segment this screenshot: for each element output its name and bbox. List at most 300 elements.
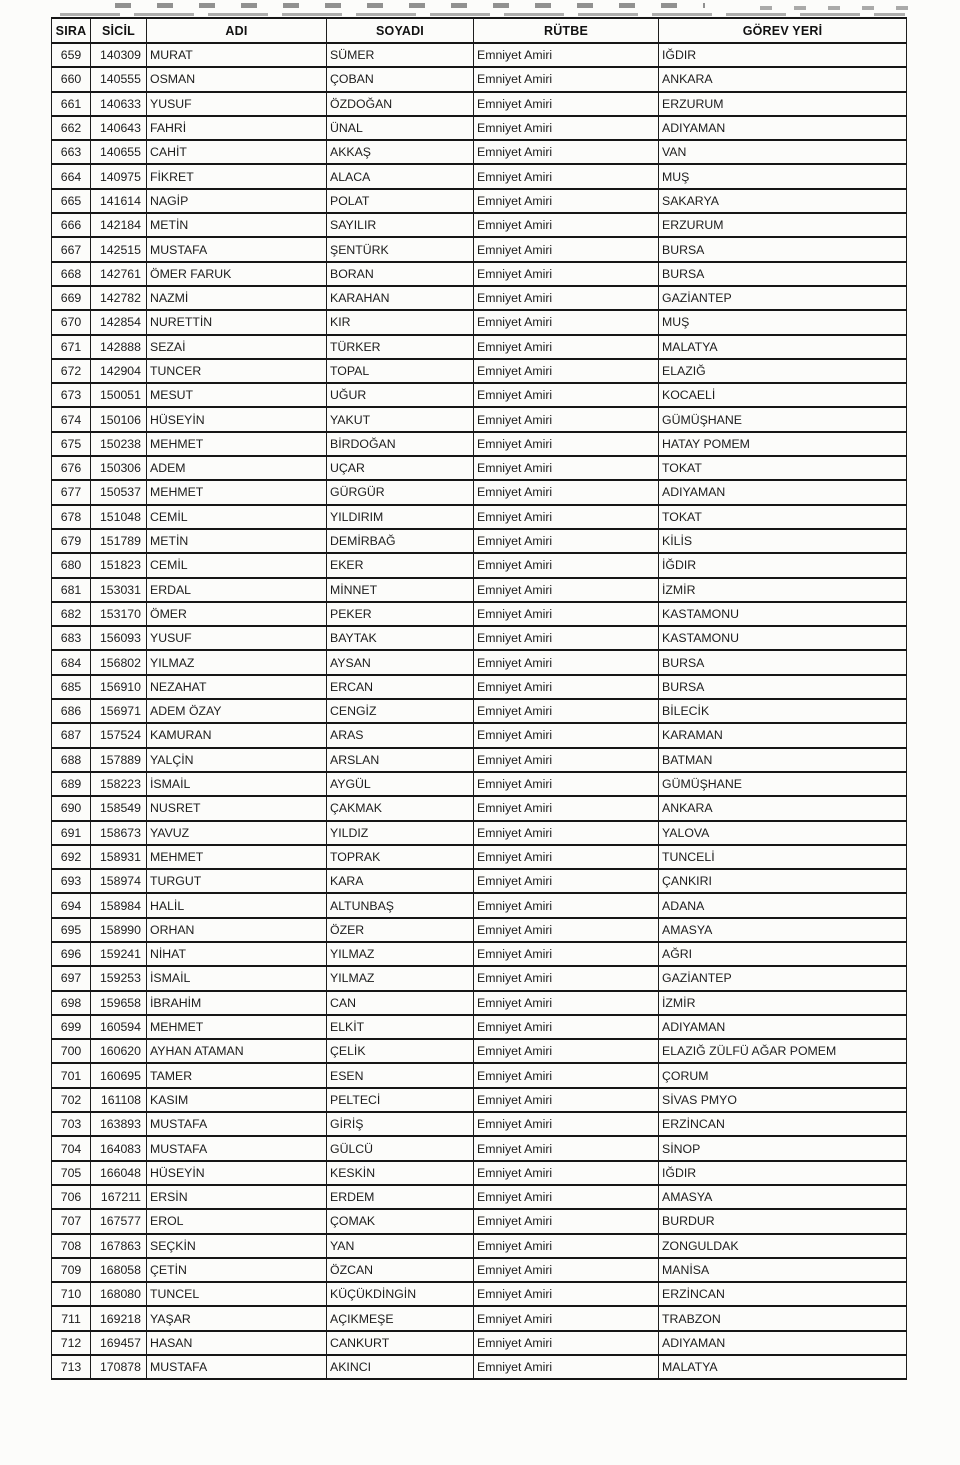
- gorev-yeri-cell: BURSA: [659, 675, 907, 699]
- sira-cell: 682: [52, 602, 91, 626]
- rutbe-cell: Emniyet Amiri: [474, 893, 659, 917]
- table-row: [52, 480, 907, 504]
- sira-cell: 700: [52, 1039, 91, 1063]
- adi-cell: TAMER: [147, 1063, 327, 1087]
- soyadi-cell: KESKİN: [327, 1161, 474, 1185]
- rutbe-cell: Emniyet Amiri: [474, 723, 659, 747]
- sicil-cell: 159241: [91, 942, 147, 966]
- sira-cell: 686: [52, 699, 91, 723]
- table-row: [52, 966, 907, 990]
- gorev-yeri-cell: ÇORUM: [659, 1063, 907, 1087]
- gorev-yeri-cell: KARAMAN: [659, 723, 907, 747]
- gorev-yeri-cell: KOCAELİ: [659, 383, 907, 407]
- gorev-yeri-cell: AĞRI: [659, 942, 907, 966]
- table-row: [52, 893, 907, 917]
- adi-cell: YUSUF: [147, 92, 327, 116]
- sira-cell: 692: [52, 845, 91, 869]
- gorev-yeri-cell: İZMİR: [659, 991, 907, 1015]
- rutbe-cell: Emniyet Amiri: [474, 869, 659, 893]
- adi-cell: ÖMER FARUK: [147, 262, 327, 286]
- adi-cell: FİKRET: [147, 164, 327, 188]
- rutbe-cell: Emniyet Amiri: [474, 553, 659, 577]
- adi-cell: NAGİP: [147, 189, 327, 213]
- sira-cell: 712: [52, 1331, 91, 1355]
- header-sicil: SİCİL: [91, 18, 147, 43]
- adi-cell: MEHMET: [147, 480, 327, 504]
- gorev-yeri-cell: TRABZON: [659, 1306, 907, 1330]
- sicil-cell: 156971: [91, 699, 147, 723]
- sicil-cell: 151789: [91, 529, 147, 553]
- soyadi-cell: ÖZER: [327, 918, 474, 942]
- table-row: [52, 699, 907, 723]
- rutbe-cell: Emniyet Amiri: [474, 213, 659, 237]
- adi-cell: HÜSEYİN: [147, 407, 327, 431]
- adi-cell: CEMİL: [147, 553, 327, 577]
- sira-cell: 694: [52, 893, 91, 917]
- gorev-yeri-cell: İĞDIR: [659, 553, 907, 577]
- table-row: [52, 602, 907, 626]
- adi-cell: METİN: [147, 213, 327, 237]
- sicil-cell: 157524: [91, 723, 147, 747]
- sicil-cell: 158990: [91, 918, 147, 942]
- adi-cell: TUNCER: [147, 359, 327, 383]
- header-rutbe: RÜTBE: [474, 18, 659, 43]
- adi-cell: ÖMER: [147, 602, 327, 626]
- rutbe-cell: Emniyet Amiri: [474, 456, 659, 480]
- sira-cell: 697: [52, 966, 91, 990]
- soyadi-cell: KIR: [327, 310, 474, 334]
- table-row: [52, 67, 907, 91]
- table-row: [52, 383, 907, 407]
- sicil-cell: 158549: [91, 796, 147, 820]
- adi-cell: İBRAHİM: [147, 991, 327, 1015]
- rutbe-cell: Emniyet Amiri: [474, 92, 659, 116]
- sira-cell: 683: [52, 626, 91, 650]
- gorev-yeri-cell: KİLİS: [659, 529, 907, 553]
- rutbe-cell: Emniyet Amiri: [474, 1234, 659, 1258]
- adi-cell: NEZAHAT: [147, 675, 327, 699]
- sicil-cell: 167211: [91, 1185, 147, 1209]
- sicil-cell: 158931: [91, 845, 147, 869]
- sicil-cell: 142184: [91, 213, 147, 237]
- sicil-cell: 164083: [91, 1136, 147, 1160]
- table-row: [52, 237, 907, 261]
- sicil-cell: 153031: [91, 578, 147, 602]
- sira-cell: 663: [52, 140, 91, 164]
- adi-cell: İSMAİL: [147, 966, 327, 990]
- sicil-cell: 140655: [91, 140, 147, 164]
- sira-cell: 696: [52, 942, 91, 966]
- rutbe-cell: Emniyet Amiri: [474, 748, 659, 772]
- table-row: [52, 991, 907, 1015]
- table-body: [52, 43, 907, 1379]
- adi-cell: KAMURAN: [147, 723, 327, 747]
- soyadi-cell: ÖZCAN: [327, 1258, 474, 1282]
- sira-cell: 662: [52, 116, 91, 140]
- sicil-cell: 142515: [91, 237, 147, 261]
- sicil-cell: 150306: [91, 456, 147, 480]
- soyadi-cell: TÜRKER: [327, 335, 474, 359]
- gorev-yeri-cell: BURDUR: [659, 1209, 907, 1233]
- rutbe-cell: Emniyet Amiri: [474, 1063, 659, 1087]
- table-row: [52, 140, 907, 164]
- sicil-cell: 158223: [91, 772, 147, 796]
- gorev-yeri-cell: YALOVA: [659, 821, 907, 845]
- gorev-yeri-cell: ADIYAMAN: [659, 480, 907, 504]
- table-row: [52, 821, 907, 845]
- soyadi-cell: ARAS: [327, 723, 474, 747]
- soyadi-cell: BORAN: [327, 262, 474, 286]
- adi-cell: ORHAN: [147, 918, 327, 942]
- rutbe-cell: Emniyet Amiri: [474, 189, 659, 213]
- table-row: [52, 675, 907, 699]
- table-row: [52, 335, 907, 359]
- sira-cell: 698: [52, 991, 91, 1015]
- table-row: [52, 286, 907, 310]
- rutbe-cell: Emniyet Amiri: [474, 43, 659, 67]
- header-soyadi: SOYADI: [327, 18, 474, 43]
- soyadi-cell: CANKURT: [327, 1331, 474, 1355]
- soyadi-cell: TOPRAK: [327, 845, 474, 869]
- gorev-yeri-cell: ERZURUM: [659, 92, 907, 116]
- sira-cell: 674: [52, 407, 91, 431]
- soyadi-cell: ÇELİK: [327, 1039, 474, 1063]
- gorev-yeri-cell: ADIYAMAN: [659, 116, 907, 140]
- sira-cell: 667: [52, 237, 91, 261]
- table-row: [52, 626, 907, 650]
- sira-cell: 671: [52, 335, 91, 359]
- sira-cell: 678: [52, 505, 91, 529]
- table-row: [52, 553, 907, 577]
- sicil-cell: 142904: [91, 359, 147, 383]
- gorev-yeri-cell: MALATYA: [659, 1355, 907, 1379]
- gorev-yeri-cell: ERZİNCAN: [659, 1282, 907, 1306]
- adi-cell: ADEM ÖZAY: [147, 699, 327, 723]
- rutbe-cell: Emniyet Amiri: [474, 359, 659, 383]
- sira-cell: 685: [52, 675, 91, 699]
- rutbe-cell: Emniyet Amiri: [474, 1112, 659, 1136]
- soyadi-cell: UĞUR: [327, 383, 474, 407]
- gorev-yeri-cell: ADIYAMAN: [659, 1015, 907, 1039]
- gorev-yeri-cell: GÜMÜŞHANE: [659, 772, 907, 796]
- sicil-cell: 167863: [91, 1234, 147, 1258]
- sira-cell: 710: [52, 1282, 91, 1306]
- sicil-cell: 150537: [91, 480, 147, 504]
- gorev-yeri-cell: ELAZIĞ: [659, 359, 907, 383]
- sira-cell: 684: [52, 650, 91, 674]
- gorev-yeri-cell: IĞDIR: [659, 1161, 907, 1185]
- gorev-yeri-cell: SİVAS PMYO: [659, 1088, 907, 1112]
- soyadi-cell: KÜÇÜKDİNGİN: [327, 1282, 474, 1306]
- gorev-yeri-cell: ELAZIĞ ZÜLFÜ AĞAR POMEM: [659, 1039, 907, 1063]
- adi-cell: MUSTAFA: [147, 1355, 327, 1379]
- sira-cell: 691: [52, 821, 91, 845]
- soyadi-cell: KARAHAN: [327, 286, 474, 310]
- sira-cell: 661: [52, 92, 91, 116]
- sicil-cell: 168080: [91, 1282, 147, 1306]
- gorev-yeri-cell: BİLECİK: [659, 699, 907, 723]
- sicil-cell: 140309: [91, 43, 147, 67]
- soyadi-cell: SÜMER: [327, 43, 474, 67]
- soyadi-cell: KARA: [327, 869, 474, 893]
- gorev-yeri-cell: SAKARYA: [659, 189, 907, 213]
- soyadi-cell: YAN: [327, 1234, 474, 1258]
- adi-cell: HASAN: [147, 1331, 327, 1355]
- adi-cell: CEMİL: [147, 505, 327, 529]
- rutbe-cell: Emniyet Amiri: [474, 237, 659, 261]
- soyadi-cell: ERCAN: [327, 675, 474, 699]
- table-row: [52, 1331, 907, 1355]
- adi-cell: YUSUF: [147, 626, 327, 650]
- soyadi-cell: AYSAN: [327, 650, 474, 674]
- gorev-yeri-cell: ERZİNCAN: [659, 1112, 907, 1136]
- sira-cell: 659: [52, 43, 91, 67]
- gorev-yeri-cell: BATMAN: [659, 748, 907, 772]
- adi-cell: HÜSEYİN: [147, 1161, 327, 1185]
- soyadi-cell: AÇIKMEŞE: [327, 1306, 474, 1330]
- rutbe-cell: Emniyet Amiri: [474, 1306, 659, 1330]
- sira-cell: 672: [52, 359, 91, 383]
- soyadi-cell: ÜNAL: [327, 116, 474, 140]
- soyadi-cell: ALACA: [327, 164, 474, 188]
- adi-cell: TUNCEL: [147, 1282, 327, 1306]
- sicil-cell: 153170: [91, 602, 147, 626]
- rutbe-cell: Emniyet Amiri: [474, 480, 659, 504]
- table-row: [52, 1161, 907, 1185]
- adi-cell: NAZMİ: [147, 286, 327, 310]
- gorev-yeri-cell: TOKAT: [659, 505, 907, 529]
- table-row: [52, 942, 907, 966]
- soyadi-cell: PEKER: [327, 602, 474, 626]
- sicil-cell: 160620: [91, 1039, 147, 1063]
- gorev-yeri-cell: HATAY POMEM: [659, 432, 907, 456]
- sicil-cell: 142782: [91, 286, 147, 310]
- gorev-yeri-cell: İZMİR: [659, 578, 907, 602]
- rutbe-cell: Emniyet Amiri: [474, 1209, 659, 1233]
- adi-cell: İSMAİL: [147, 772, 327, 796]
- sira-cell: 705: [52, 1161, 91, 1185]
- sicil-cell: 151048: [91, 505, 147, 529]
- adi-cell: ERDAL: [147, 578, 327, 602]
- rutbe-cell: Emniyet Amiri: [474, 918, 659, 942]
- soyadi-cell: GÜRGÜR: [327, 480, 474, 504]
- rutbe-cell: Emniyet Amiri: [474, 991, 659, 1015]
- soyadi-cell: UÇAR: [327, 456, 474, 480]
- sira-cell: 668: [52, 262, 91, 286]
- soyadi-cell: DEMİRBAĞ: [327, 529, 474, 553]
- adi-cell: HALİL: [147, 893, 327, 917]
- adi-cell: MEHMET: [147, 432, 327, 456]
- adi-cell: NUSRET: [147, 796, 327, 820]
- gorev-yeri-cell: KASTAMONU: [659, 626, 907, 650]
- table-row: [52, 189, 907, 213]
- rutbe-cell: Emniyet Amiri: [474, 335, 659, 359]
- rutbe-cell: Emniyet Amiri: [474, 1355, 659, 1379]
- rutbe-cell: Emniyet Amiri: [474, 286, 659, 310]
- adi-cell: NURETTİN: [147, 310, 327, 334]
- rutbe-cell: Emniyet Amiri: [474, 699, 659, 723]
- gorev-yeri-cell: ADIYAMAN: [659, 1331, 907, 1355]
- table-row: [52, 213, 907, 237]
- sicil-cell: 151823: [91, 553, 147, 577]
- soyadi-cell: CENGİZ: [327, 699, 474, 723]
- soyadi-cell: ÇOBAN: [327, 67, 474, 91]
- table-row: [52, 262, 907, 286]
- soyadi-cell: YILMAZ: [327, 942, 474, 966]
- sira-cell: 681: [52, 578, 91, 602]
- scan-artifact: [760, 6, 930, 10]
- adi-cell: AYHAN ATAMAN: [147, 1039, 327, 1063]
- sira-cell: 660: [52, 67, 91, 91]
- sicil-cell: 142888: [91, 335, 147, 359]
- table-row: [52, 1063, 907, 1087]
- adi-cell: MURAT: [147, 43, 327, 67]
- soyadi-cell: ŞENTÜRK: [327, 237, 474, 261]
- rutbe-cell: Emniyet Amiri: [474, 1039, 659, 1063]
- sicil-cell: 156802: [91, 650, 147, 674]
- adi-cell: ADEM: [147, 456, 327, 480]
- soyadi-cell: SAYILIR: [327, 213, 474, 237]
- soyadi-cell: PELTECİ: [327, 1088, 474, 1112]
- table-row: [52, 918, 907, 942]
- soyadi-cell: AKKAŞ: [327, 140, 474, 164]
- adi-cell: MESUT: [147, 383, 327, 407]
- adi-cell: MUSTAFA: [147, 1136, 327, 1160]
- table-row: [52, 1282, 907, 1306]
- gorev-yeri-cell: SİNOP: [659, 1136, 907, 1160]
- table-row: [52, 1209, 907, 1233]
- gorev-yeri-cell: AMASYA: [659, 918, 907, 942]
- soyadi-cell: BAYTAK: [327, 626, 474, 650]
- header-sira: SIRA: [52, 18, 91, 43]
- table-row: [52, 164, 907, 188]
- rutbe-cell: Emniyet Amiri: [474, 578, 659, 602]
- sicil-cell: 140633: [91, 92, 147, 116]
- gorev-yeri-cell: ERZURUM: [659, 213, 907, 237]
- soyadi-cell: BİRDOĞAN: [327, 432, 474, 456]
- rutbe-cell: Emniyet Amiri: [474, 602, 659, 626]
- rutbe-cell: Emniyet Amiri: [474, 772, 659, 796]
- adi-cell: YILMAZ: [147, 650, 327, 674]
- rutbe-cell: Emniyet Amiri: [474, 140, 659, 164]
- gorev-yeri-cell: IĞDIR: [659, 43, 907, 67]
- sira-cell: 699: [52, 1015, 91, 1039]
- rutbe-cell: Emniyet Amiri: [474, 407, 659, 431]
- sira-cell: 676: [52, 456, 91, 480]
- table-row: [52, 43, 907, 67]
- sicil-cell: 163893: [91, 1112, 147, 1136]
- rutbe-cell: Emniyet Amiri: [474, 845, 659, 869]
- adi-cell: SEZAİ: [147, 335, 327, 359]
- table-row: [52, 1185, 907, 1209]
- sira-cell: 707: [52, 1209, 91, 1233]
- adi-cell: FAHRİ: [147, 116, 327, 140]
- adi-cell: TURGUT: [147, 869, 327, 893]
- table-row: [52, 1355, 907, 1379]
- table-row: [52, 1258, 907, 1282]
- adi-cell: OSMAN: [147, 67, 327, 91]
- sira-cell: 704: [52, 1136, 91, 1160]
- gorev-yeri-cell: AMASYA: [659, 1185, 907, 1209]
- table-row: [52, 1136, 907, 1160]
- table-row: [52, 1088, 907, 1112]
- soyadi-cell: POLAT: [327, 189, 474, 213]
- rutbe-cell: Emniyet Amiri: [474, 650, 659, 674]
- gorev-yeri-cell: GÜMÜŞHANE: [659, 407, 907, 431]
- sicil-cell: 140975: [91, 164, 147, 188]
- adi-cell: MUSTAFA: [147, 1112, 327, 1136]
- gorev-yeri-cell: BURSA: [659, 262, 907, 286]
- sicil-cell: 159253: [91, 966, 147, 990]
- gorev-yeri-cell: ADANA: [659, 893, 907, 917]
- table-row: [52, 407, 907, 431]
- table-row: [52, 92, 907, 116]
- scan-artifact: [115, 3, 705, 8]
- personnel-table: [51, 17, 907, 1380]
- sicil-cell: 166048: [91, 1161, 147, 1185]
- scan-artifact: [60, 13, 905, 16]
- rutbe-cell: Emniyet Amiri: [474, 796, 659, 820]
- gorev-yeri-cell: GAZİANTEP: [659, 286, 907, 310]
- adi-cell: ÇETİN: [147, 1258, 327, 1282]
- table-row: [52, 748, 907, 772]
- gorev-yeri-cell: MALATYA: [659, 335, 907, 359]
- soyadi-cell: ÇAKMAK: [327, 796, 474, 820]
- sira-cell: 708: [52, 1234, 91, 1258]
- table-row: [52, 845, 907, 869]
- soyadi-cell: ÇOMAK: [327, 1209, 474, 1233]
- adi-cell: ERSİN: [147, 1185, 327, 1209]
- rutbe-cell: Emniyet Amiri: [474, 1282, 659, 1306]
- soyadi-cell: YILDIZ: [327, 821, 474, 845]
- soyadi-cell: EKER: [327, 553, 474, 577]
- sira-cell: 702: [52, 1088, 91, 1112]
- gorev-yeri-cell: TOKAT: [659, 456, 907, 480]
- sicil-cell: 168058: [91, 1258, 147, 1282]
- adi-cell: SEÇKİN: [147, 1234, 327, 1258]
- header-adi: ADI: [147, 18, 327, 43]
- sicil-cell: 140643: [91, 116, 147, 140]
- sira-cell: 679: [52, 529, 91, 553]
- rutbe-cell: Emniyet Amiri: [474, 1161, 659, 1185]
- adi-cell: KASIM: [147, 1088, 327, 1112]
- rutbe-cell: Emniyet Amiri: [474, 1185, 659, 1209]
- soyadi-cell: AYGÜL: [327, 772, 474, 796]
- sicil-cell: 159658: [91, 991, 147, 1015]
- gorev-yeri-cell: GAZİANTEP: [659, 966, 907, 990]
- soyadi-cell: YAKUT: [327, 407, 474, 431]
- rutbe-cell: Emniyet Amiri: [474, 529, 659, 553]
- table-row: [52, 796, 907, 820]
- table-row: [52, 529, 907, 553]
- gorev-yeri-cell: TUNCELİ: [659, 845, 907, 869]
- sira-cell: 675: [52, 432, 91, 456]
- soyadi-cell: GİRİŞ: [327, 1112, 474, 1136]
- table-row: [52, 650, 907, 674]
- sicil-cell: 142761: [91, 262, 147, 286]
- table-header: [52, 18, 907, 43]
- table-row: [52, 116, 907, 140]
- sicil-cell: 157889: [91, 748, 147, 772]
- table-row: [52, 1306, 907, 1330]
- gorev-yeri-cell: BURSA: [659, 237, 907, 261]
- adi-cell: YAVUZ: [147, 821, 327, 845]
- soyadi-cell: ESEN: [327, 1063, 474, 1087]
- rutbe-cell: Emniyet Amiri: [474, 675, 659, 699]
- gorev-yeri-cell: BURSA: [659, 650, 907, 674]
- sira-cell: 680: [52, 553, 91, 577]
- sicil-cell: 161108: [91, 1088, 147, 1112]
